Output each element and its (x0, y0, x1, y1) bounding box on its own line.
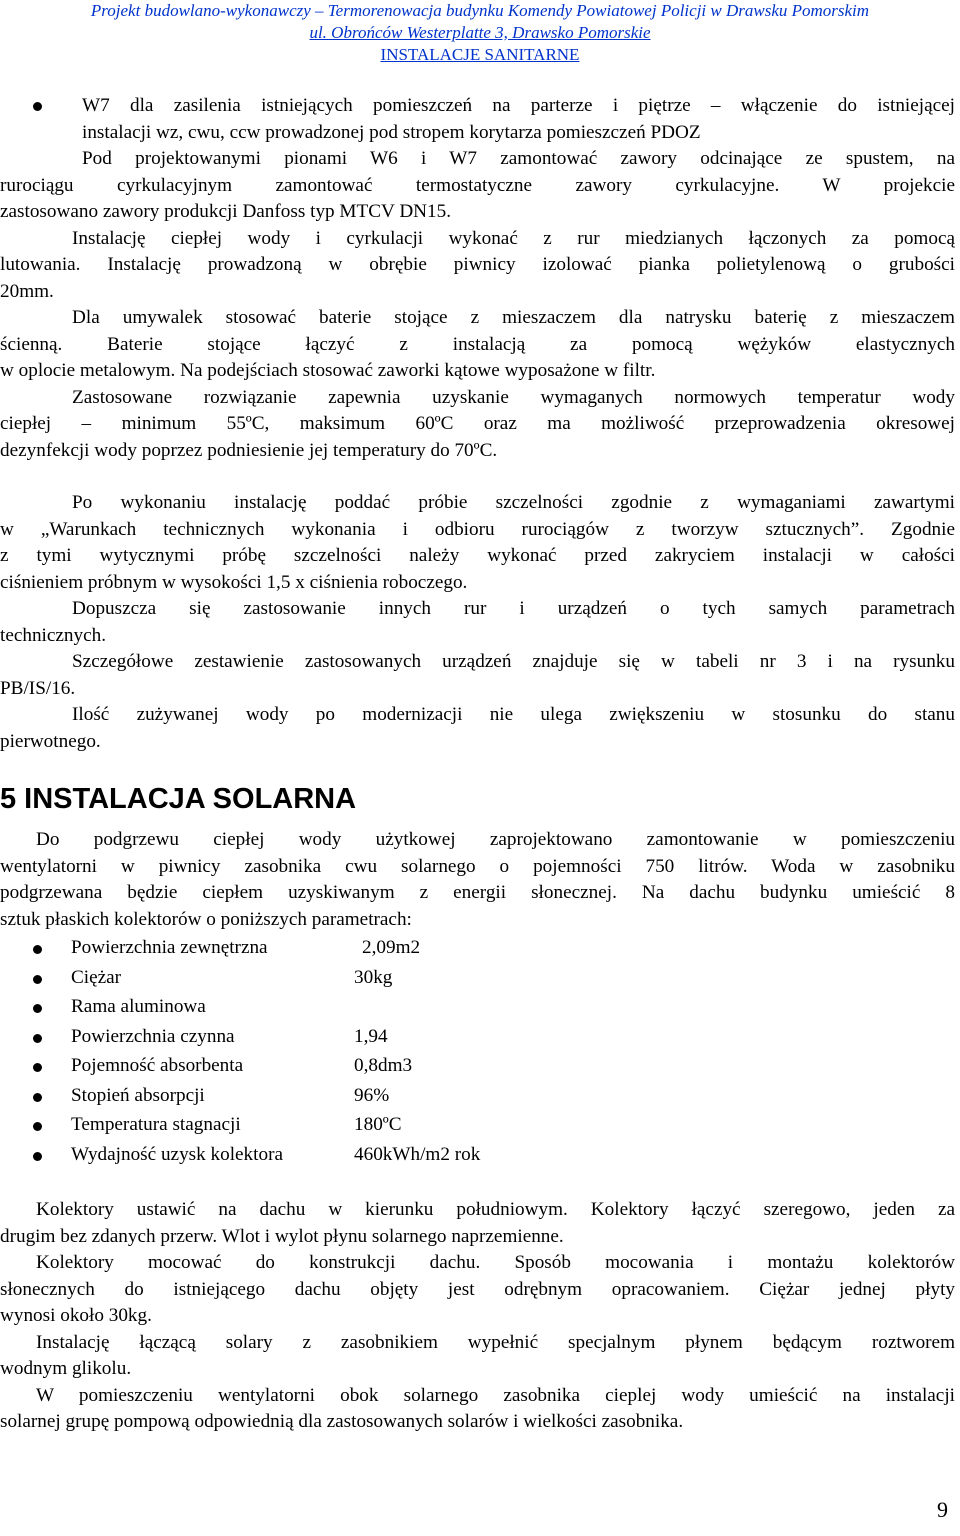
text-line: wodnym glikolu. (0, 1358, 132, 1379)
text-line: z tymi wytycznymi próbę szczelności należy wykonać przed zakryciem instalacji w całości (0, 545, 955, 566)
bullet-icon (33, 102, 42, 111)
text-line: solarnej grupę pompową odpowiednią dla zastosowanych solarów i wielkości zasobnika. (0, 1411, 684, 1432)
document-body (0, 93, 955, 1436)
parameter-name: Ciężar (71, 966, 122, 988)
text-line: słonecznych do istniejącego dachu objęty jest odrębnym opracowaniem. Ciężar jednej płyty (0, 1278, 955, 1300)
text-line: rurociągu cyrkulacyjnym zamontować termostatyczne zawory cyrkulacyjne. W projekcie (0, 174, 955, 196)
text-line: Instalację ciepłej wody i cyrkulacji wykonać z rur miedzianych łączonych za pomocą (72, 227, 955, 249)
section-intro (0, 827, 955, 933)
text-line: Zastosowane rozwiązanie zapewnia uzyskanie wymaganych normowych temperatur wody (72, 386, 955, 408)
text-line: 20mm. (0, 280, 54, 302)
parameter-name: Pojemność absorbenta (71, 1055, 244, 1076)
header-address: ul. Obrońców Westerplatte 3, Drawsko Pomorskie (309, 23, 651, 42)
parameter-item (0, 1142, 955, 1172)
paragraph-gap (0, 464, 955, 490)
parameter-name: Wydajność uzysk kolektora (71, 1143, 283, 1165)
bullet-line: instalacji wz, cwu, ccw prowadzonej pod stropem korytarza pomieszczeń PDOZ (82, 121, 701, 143)
text-line: Dla umywalek stosować baterie stojące z mieszaczem dla natrysku baterię z mieszaczem (72, 307, 955, 328)
parameter-item (0, 994, 955, 1024)
bullet-icon (33, 975, 42, 984)
parameter-item (0, 965, 955, 995)
parameter-item (0, 1053, 955, 1083)
text-line: sztuk płaskich kolektorów o poniższych parametrach: (0, 908, 412, 930)
parameter-item (0, 1112, 955, 1142)
text-line: ciśnieniem próbnym w wysokości 1,5 x ciśnienia roboczego. (0, 571, 468, 593)
parameter-name: Stopień absorpcji (71, 1084, 205, 1106)
text-line: Ilość zużywanej wody po modernizacji nie ulega zwiększeniu w stosunku do stanu (72, 704, 955, 725)
bullet-icon (33, 1122, 42, 1131)
text-line: Dopuszcza się zastosowanie innych rur i urządzeń o tych samych parametrach (72, 598, 955, 619)
text-line: podgrzewana będzie ciepłem uzyskiwanym z energii słonecznej. Na dachu budynku umieścić 8 (0, 882, 955, 903)
text-line: w „Warunkach technicznych wykonania i odbioru rurociągów z tworzyw sztucznych”. Zgodnie (0, 518, 955, 540)
bullet-icon (33, 1152, 42, 1161)
text-line: zastosowano zawory produkcji Danfoss typ MTCV DN15. (0, 201, 452, 222)
text-line: Kolektory mocować do konstrukcji dachu. Sposób mocowania i montażu kolektorów (36, 1252, 955, 1273)
parameter-value: 2,09m2 (362, 937, 421, 958)
page-number: 9 (937, 1497, 948, 1522)
text-line: W pomieszczeniu wentylatorni obok solarnego zasobnika cieplej wody umieścić na instalacji (36, 1384, 955, 1406)
parameter-name: Powierzchnia zewnętrzna (71, 937, 268, 958)
text-line: Do podgrzewu ciepłej wody użytkowej zaprojektowano zamontowanie w pomieszczeniu (36, 829, 955, 850)
parameter-name: Powierzchnia czynna (71, 1025, 235, 1047)
text-line: wynosi około 30kg. (0, 1305, 152, 1326)
parameter-list (0, 935, 955, 1171)
parameter-value: 30kg (354, 966, 393, 988)
header-project-title: Projekt budowlano-wykonawczy – Termorenowacja budynku Komendy Powiatowej Policji w Drawsku Pomorskim (90, 1, 870, 20)
text-line: dezynfekcji wody poprzez podniesienie jej temperatury do 70ºC. (0, 439, 498, 461)
parameter-item (0, 1024, 955, 1054)
section-closing (0, 1197, 955, 1436)
section-title: 5 INSTALACJA SOLARNA (0, 783, 357, 815)
parameter-value: 0,8dm3 (354, 1055, 413, 1076)
parameter-value: 96% (354, 1084, 390, 1106)
bullet-icon (33, 1034, 42, 1043)
parameter-value: 180ºC (354, 1114, 402, 1135)
text-line: Szczegółowe zestawienie zastosowanych urządzeń znajduje się w tabeli nr 3 i na rysunku (72, 651, 955, 672)
text-line: lutowania. Instalację prowadzoną w obrębie piwnicy izolować pianka polietylenową o grubości (0, 254, 955, 275)
parameter-name: Rama aluminowa (71, 996, 206, 1017)
text-line: Po wykonaniu instalację poddać próbie szczelności zgodnie z wymaganiami zawartymi (72, 492, 955, 513)
text-line: pierwotnego. (0, 730, 101, 752)
bullet-paragraph (0, 93, 955, 146)
parameter-item (0, 1083, 955, 1113)
text-line: Kolektory ustawić na dachu w kierunku południowym. Kolektory łączyć szeregowo, jeden za (36, 1199, 955, 1220)
bullet-icon (33, 1004, 42, 1013)
body-paragraphs (0, 146, 955, 755)
bullet-icon (33, 945, 42, 954)
text-line: Instalację łączącą solary z zasobnikiem wypełnić specjalnym płynem będącym roztworem (36, 1331, 955, 1353)
text-line: PB/IS/16. (0, 677, 76, 699)
text-line: ciepłej – minimum 55ºC, maksimum 60ºC oraz ma możliwość przeprowadzenia okresowej (0, 413, 955, 434)
bullet-icon (33, 1063, 42, 1072)
bullet-icon (33, 1093, 42, 1102)
header-section-name: INSTALACJE SANITARNE (380, 45, 580, 64)
parameter-name: Temperatura stagnacji (71, 1114, 241, 1135)
bullet-line: W7 dla zasilenia istniejących pomieszczeń na parterze i piętrze – włączenie do istniejącej (82, 95, 955, 116)
text-line: wentylatorni w piwnicy zasobnika cwu solarnego o pojemności 750 litrów. Woda w zasobniku (0, 855, 955, 877)
spacer (0, 1171, 955, 1197)
text-line: technicznych. (0, 624, 107, 646)
parameter-value: 460kWh/m2 rok (354, 1143, 481, 1165)
text-line: ścienną. Baterie stojące łączyć z instalacją za pomocą wężyków elastycznych (0, 333, 955, 355)
document-header (0, 0, 960, 66)
text-line: Pod projektowanymi pionami W6 i W7 zamontować zawory odcinające ze spustem, na (82, 148, 955, 169)
parameter-item (0, 935, 955, 965)
text-line: w oplocie metalowym. Na podejściach stosować zaworki kątowe wyposażone w filtr. (0, 360, 656, 381)
parameter-value: 1,94 (354, 1025, 388, 1047)
text-line: drugim bez zdanych przerw. Wlot i wylot płynu solarnego naprzemienne. (0, 1225, 564, 1247)
